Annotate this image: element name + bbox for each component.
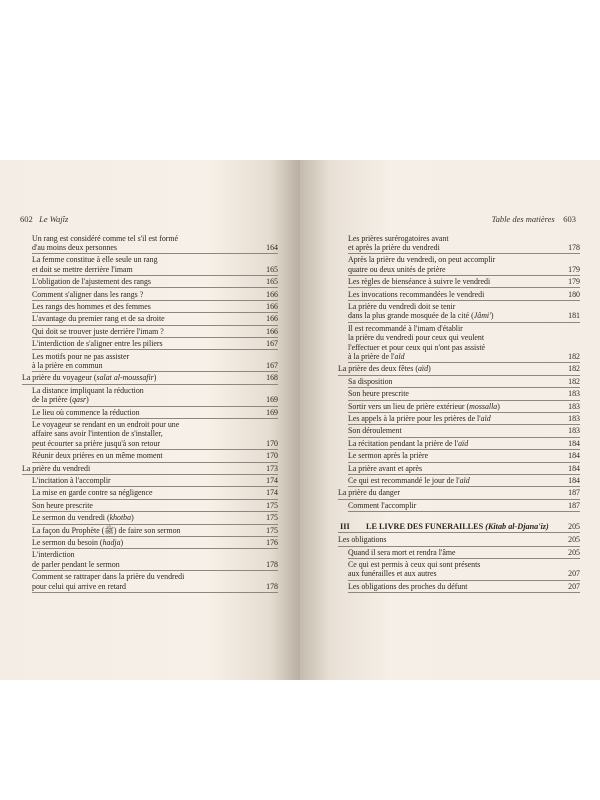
- toc-entry: [338, 534, 580, 546]
- toc-entry: [22, 254, 278, 276]
- toc-entry-page: 168: [266, 373, 278, 383]
- toc-entry-page: 164: [266, 242, 278, 252]
- toc-entry-title: L'incitation à l'accomplir: [32, 476, 111, 486]
- toc-entry-page: 184: [568, 451, 580, 461]
- toc-entry-title: Les rangs des hommes et des femmes: [32, 301, 151, 311]
- toc-entry-page: 184: [568, 463, 580, 473]
- toc-entry: [338, 400, 580, 412]
- toc-entry: [338, 580, 580, 592]
- toc-entry-page: 169: [266, 407, 278, 417]
- toc-entry-title: Ce qui est recommandé le jour de l'aïd: [348, 476, 470, 486]
- toc-entry: [338, 288, 580, 300]
- toc-entry-title: Son heure prescrite: [348, 389, 409, 399]
- toc-entry: [338, 363, 580, 375]
- toc-entry: [22, 232, 278, 254]
- toc-entry-page: 166: [266, 314, 278, 324]
- toc-entry: [22, 487, 278, 499]
- toc-entry-page: 182: [568, 351, 580, 361]
- toc-entry-title: La femme constitue à elle seule un rang et doit se mettre derrière l'imam: [32, 255, 158, 274]
- toc-entry-page: 175: [266, 513, 278, 523]
- toc-entry-title: Quand il sera mort et rendra l'âme: [348, 547, 456, 557]
- toc-entry-page: 176: [266, 538, 278, 548]
- toc-entry: [22, 524, 278, 536]
- toc-entry-page: 183: [568, 389, 580, 399]
- toc-entry-title: Qui doit se trouver juste derrière l'imam ?: [32, 326, 164, 336]
- toc-entry-title: Les règles de bienséance à suivre le vendredi: [348, 277, 491, 287]
- toc-entry-page: 178: [266, 559, 278, 569]
- toc-entry-title: Son heure prescrite: [32, 500, 93, 510]
- toc-entry-page: 187: [568, 500, 580, 510]
- toc-entry: [22, 462, 278, 474]
- toc-entry-page: 178: [266, 581, 278, 591]
- toc-entry-page: 165: [266, 264, 278, 274]
- toc-entry: [22, 549, 278, 571]
- toc-entry: [338, 487, 580, 499]
- toc-entry: [22, 300, 278, 312]
- toc-entry-page: 205: [568, 547, 580, 557]
- toc-entry: [22, 313, 278, 325]
- toc-entry-page: 165: [266, 277, 278, 287]
- toc-entry-title: La distance impliquant la réduction de la prière (qasr): [32, 385, 144, 405]
- toc-entry-title: Le lieu où commence la réduction: [32, 407, 140, 417]
- toc-entry: [22, 571, 278, 593]
- toc-entry: [22, 537, 278, 549]
- toc-entry-title: Les appels à la prière pour les prières de l'aïd: [348, 414, 491, 423]
- toc-entry-title: La prière avant et après: [348, 463, 423, 473]
- toc-entry-title: Les obligations: [338, 535, 387, 545]
- toc-entry-title: La récitation pendant la prière de l'aïd: [348, 438, 469, 448]
- toc-entry-page: 167: [266, 360, 278, 370]
- toc-entry-page: 170: [266, 451, 278, 461]
- toc-entry: [338, 375, 580, 387]
- toc-entry: [338, 499, 580, 511]
- right-toc-list: [338, 232, 580, 593]
- toc-entry: [338, 450, 580, 462]
- toc-entry-title: Comment l'accomplir: [348, 500, 417, 510]
- toc-entry: [338, 425, 580, 437]
- toc-entry-page: 175: [266, 500, 278, 510]
- toc-entry: [22, 512, 278, 524]
- toc-entry-title: Son déroulement: [348, 426, 402, 436]
- toc-entry-page: 174: [266, 476, 278, 486]
- toc-entry-page: 183: [568, 414, 580, 423]
- toc-entry: [22, 419, 278, 450]
- toc-entry: [338, 388, 580, 400]
- toc-entry-page: 174: [266, 488, 278, 498]
- toc-entry-title: L'obligation de l'ajustement des rangs: [32, 277, 151, 287]
- toc-entry-title: Comment s'aligner dans les rangs ?: [32, 289, 144, 299]
- toc-entry-title: Les motifs pour ne pas assister à la prière en commun: [32, 351, 130, 370]
- toc-entry: [338, 254, 580, 276]
- toc-entry-title: Réunir deux prières en un même moment: [32, 451, 163, 461]
- left-page: [0, 160, 300, 680]
- toc-entry-page: 167: [266, 339, 278, 349]
- toc-entry-title: La mise en garde contre sa négligence: [32, 488, 153, 498]
- toc-entry-page: 166: [266, 326, 278, 336]
- toc-entry-title: La prière du voyageur (salat al-moussafir): [22, 373, 157, 383]
- toc-entry-title: Le voyageur se rendant en un endroit pour une affaire sans avoir l'intention de s'installer, peut écourter sa prière jusqu'à son retour: [32, 420, 180, 448]
- toc-entry: [22, 350, 278, 372]
- toc-entry-title: Les obligations des proches du défunt: [348, 581, 468, 591]
- toc-entry-page: 166: [266, 301, 278, 311]
- left-running-title: Le Wajîz: [39, 214, 69, 224]
- toc-entry-title: Comment se rattraper dans la prière du vendredi pour celui qui arrive en retard: [32, 572, 185, 591]
- toc-entry: [22, 325, 278, 337]
- toc-entry-page: 179: [568, 264, 580, 274]
- section-subtitle: (Kitab al-Djana'iz): [485, 521, 549, 531]
- toc-entry-page: 182: [568, 376, 580, 386]
- toc-entry: [22, 372, 278, 384]
- toc-entry-title: L'interdiction de s'aligner entre les piliers: [32, 339, 163, 349]
- toc-entry-title: Un rang est considéré comme tel s'il est formé d'au moins deux personnes: [32, 233, 179, 252]
- toc-entry: [338, 276, 580, 288]
- toc-entry-title: Les prières surérogatoires avant et après la prière du vendredi: [348, 233, 449, 252]
- toc-entry: [338, 546, 580, 558]
- toc-entry-title: Les invocations recommandées le vendredi: [348, 289, 485, 299]
- toc-entry: [22, 288, 278, 300]
- toc-entry-page: 182: [568, 364, 580, 374]
- toc-entry-page: 207: [568, 569, 580, 579]
- toc-entry-page: 178: [568, 242, 580, 252]
- toc-entry-page: 181: [568, 311, 580, 321]
- toc-entry: [338, 437, 580, 449]
- toc-entry-title: La prière du danger: [338, 488, 400, 498]
- toc-entry-title: Le sermon du vendredi (khotba): [32, 513, 134, 523]
- toc-entry-page: 173: [266, 463, 278, 473]
- toc-entry: [22, 475, 278, 487]
- toc-entry-page: 184: [568, 438, 580, 448]
- toc-entry-page: 169: [266, 395, 278, 405]
- toc-entry-title: La prière du vendredi: [22, 463, 91, 473]
- toc-entry-page: 184: [568, 476, 580, 486]
- toc-entry: [338, 300, 580, 322]
- toc-entry-title: L'interdiction de parler pendant le sermon: [32, 550, 120, 569]
- toc-entry-title: Sortir vers un lieu de prière extérieur (mossalla): [348, 401, 500, 411]
- toc-entry: [338, 413, 580, 425]
- toc-entry-title: Après la prière du vendredi, on peut accomplir quatre ou deux unités de prière: [348, 255, 496, 274]
- toc-entry-title: L'avantage du premier rang et de sa droite: [32, 314, 165, 324]
- toc-entry: [22, 384, 278, 406]
- section-numeral: III: [340, 521, 350, 531]
- toc-entry-title: La prière des deux fêtes (aïd): [338, 364, 431, 374]
- right-page-number: 603: [563, 214, 576, 224]
- toc-entry-title: Le sermon après la prière: [348, 451, 429, 461]
- right-running-title: Table des matières: [491, 214, 555, 224]
- toc-entry-title: Il est recommandé à l'imam d'établir la prière du vendredi pour ceux qui veulent l'effectuer et pour ceux qui n'ont pas assisté à la prière de l'aïd: [348, 323, 486, 361]
- toc-entry: [22, 450, 278, 462]
- section-title-text: LE LIVRE DES FUNERAILLES: [366, 521, 484, 531]
- toc-entry-page: 187: [568, 488, 580, 498]
- toc-entry-page: 207: [568, 581, 580, 591]
- section-heading: [338, 522, 580, 532]
- toc-entry: [22, 406, 278, 418]
- toc-entry: [338, 462, 580, 474]
- toc-entry: [338, 232, 580, 254]
- section-page: 205: [568, 521, 580, 531]
- toc-entry-page: 166: [266, 289, 278, 299]
- toc-entry-title: La façon du Prophète (ﷺ) de faire son sermon: [32, 525, 181, 535]
- toc-entry: [338, 475, 580, 487]
- toc-entry-title: Ce qui est permis à ceux qui sont présents aux funérailles et aux autres: [348, 560, 481, 579]
- toc-entry-page: 180: [568, 289, 580, 299]
- toc-entry: [22, 276, 278, 288]
- toc-entry: [338, 559, 580, 581]
- toc-entry: [338, 322, 580, 363]
- left-toc-list: [22, 232, 278, 593]
- toc-entry-page: 170: [266, 438, 278, 448]
- right-page: [300, 160, 600, 680]
- toc-entry-title: Le sermon du besoin (hadja): [32, 538, 124, 548]
- section-title: [366, 522, 558, 532]
- toc-entry-page: 205: [568, 535, 580, 545]
- toc-entry-page: 179: [568, 277, 580, 287]
- toc-entry-page: 183: [568, 401, 580, 411]
- toc-entry-title: Sa disposition: [348, 376, 393, 386]
- toc-entry: [22, 499, 278, 511]
- toc-entry-page: 175: [266, 525, 278, 535]
- toc-entry: [22, 338, 278, 350]
- left-page-number: 602: [20, 214, 33, 224]
- toc-entry-title: La prière du vendredi doit se tenir dans la plus grande mosquée de la cité (Jâmi'): [348, 301, 494, 321]
- toc-entry-page: 183: [568, 426, 580, 436]
